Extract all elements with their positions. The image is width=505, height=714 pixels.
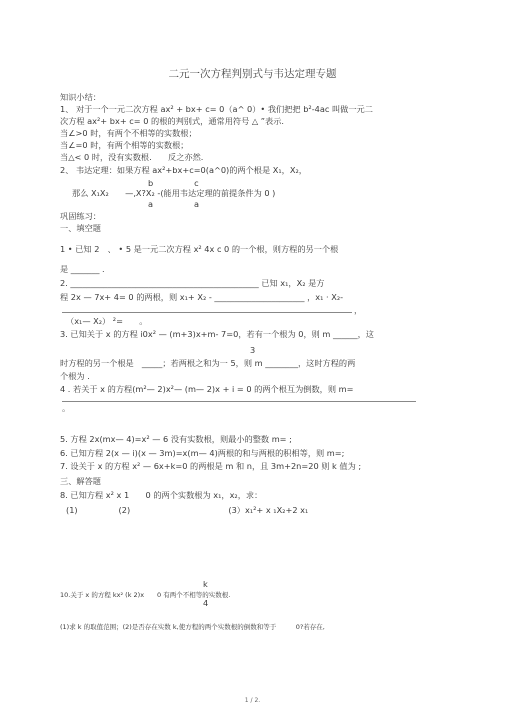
answer-line xyxy=(62,401,416,402)
page-title: 二元一次方程判别式与韦达定理专题 xyxy=(168,68,337,80)
question-10: 10.关于 x 的方程 kx² (k 2)x 0 有两个不相等的实数根. xyxy=(60,591,231,599)
fill-blank-heading: 一、填空题 xyxy=(60,223,101,233)
question-4: 4 . 若关于 x 的方程(m²— 2)x²— (m— 2)x + i = 0 的两个根互为倒数，则 m= xyxy=(60,384,354,394)
question-3-fraction: 3 xyxy=(250,345,256,355)
question-10-denominator: 4 xyxy=(203,598,209,608)
question-2: 2. ______________________________________________ 已知 x₁，X₂ 是方 xyxy=(60,278,325,288)
question-1: 1 • 已知 2 、 • 5 是一元二次方程 x² 4x c 0 的一个根，则方程的另一个根 xyxy=(60,244,339,254)
vieta-denominators: a a xyxy=(148,199,199,209)
discriminant-definition-1: 1、 对于一个一元二次方程 ax² + bx+ c= 0（a^ 0）• 我们把把 b²-4ac 叫做一元二 xyxy=(60,104,373,114)
case-zero: 当∠=0 时，有两个相等的实数根； xyxy=(60,140,189,150)
question-2-cont: 程 2x — 7x+ 4= 0 的两根，则 x₁+ X₂ - ______________________ ，x₁ · X₂- xyxy=(60,292,344,302)
solve-heading: 三、解答题 xyxy=(60,476,101,486)
vieta-formula: 那么 X₁X₂ —,X?X₂ -(能用韦达定理的前提条件为 0 ) xyxy=(72,188,276,198)
question-2-square: （x₁— X₂） ²= 。 xyxy=(66,316,148,326)
summary-heading: 知识小结： xyxy=(60,92,101,102)
question-1-cont: 是 _______ . xyxy=(60,264,105,274)
question-5: 5. 方程 2x(mx— 4)=x² — 6 没有实数根，则最小的整数 m= ; xyxy=(60,434,292,444)
question-4-end: 。 xyxy=(62,403,71,413)
vieta-numerators: b c xyxy=(148,178,199,188)
question-3: 3. 已知关于 x 的方程 i0x² — (m+3)x+m- 7=0，若有一个根为 0，则 m ______，这 xyxy=(60,329,374,339)
question-3-end: 个根为 . xyxy=(60,371,90,381)
question-8: 8. 已知方程 x² x 1 0 的两个实数根为 x₁，x₂，求： xyxy=(60,490,263,500)
page-number: 1 / 2. xyxy=(244,697,261,704)
question-10-parts: (1)求 k 的取值范围；(2)是否存在实数 k,使方程的两个实数根的倒数和等于 0?若存在, xyxy=(60,623,325,631)
question-10-k: k xyxy=(203,579,208,589)
case-positive: 当∠>0 时，有两个不相等的实数根； xyxy=(60,128,197,138)
discriminant-definition-2: 次方程 ax²+ bx+ c= 0 的根的判别式，通常用符号 △ ”表示. xyxy=(60,116,285,126)
question-6: 6. 已知方程 2(x — i)(x — 3m)=x(m— 4)两根的和与两根的积相等，则 m=; xyxy=(60,448,345,458)
vieta-theorem: 2、 韦达定理：如果方程 ax²+bx+c=0(a^0)的两个根是 X₁，X₂， xyxy=(60,165,307,175)
question-7: 7. 设关于 x 的方程 x² — 6x+k=0 的两根是 m 和 n，且 3m+2n=20 则 k 值为 ; xyxy=(60,461,362,471)
question-3-cont: 时方程的另一个根是 _____；若两根之和为一 5，则 m ________，这时方程的两 xyxy=(60,358,356,368)
question-2-comma: ， xyxy=(354,305,363,315)
answer-line xyxy=(62,312,352,313)
question-8-parts: (1) (2) (3）x₁²+ x ₁X₂+2 x₁ xyxy=(66,505,309,515)
practice-heading: 巩固练习： xyxy=(60,211,101,221)
case-negative: 当△< 0 时，没有实数根. 反之亦然. xyxy=(60,152,204,162)
